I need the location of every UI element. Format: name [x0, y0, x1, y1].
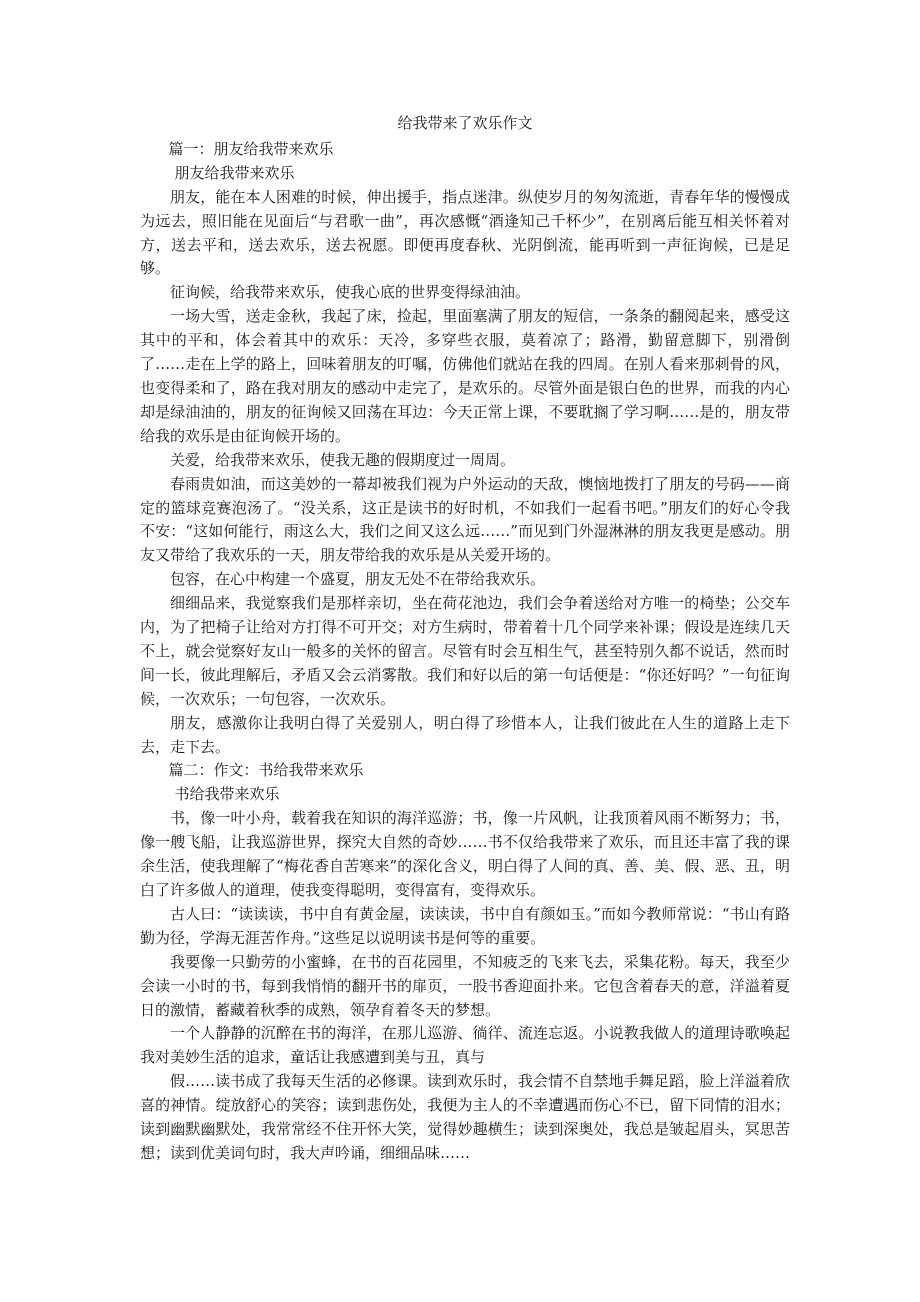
- paragraph: 征询候，给我带来欢乐，使我心底的世界变得绿油油。: [170, 283, 531, 302]
- document-title: 给我带来了欢乐作文: [397, 114, 533, 132]
- paragraph: 书，像一叶小舟，载着我在知识的海洋巡游；书，像一片风帆，让我顶着风雨不断努力；书，像一艘飞船，让我巡游世界，探究大自然的奇妙……书不仅给我带来了欢乐，而且还丰富了我的课余生活，使我理解了“梅花香自苦寒来”的深化含义，明白得了人间的真、善、美、假、恶、丑，明白了许多做人的道理，使我变得聪明，变得富有，变得欢乐。: [140, 809, 790, 899]
- paragraph: 我要像一只勤劳的小蜜蜂，在书的百花园里，不知疲乏的飞来飞去，采集花粉。每天，我至少会读一小时的书，每到我悄悄的翻开书的扉页，一股书香迎面扑来。它包含着春天的意，洋溢着夏日的激情，蓄藏着秋季的成熟，领孕育着冬天的梦想。: [140, 952, 790, 1019]
- section-2-heading: 篇二：作文：书给我带来欢乐: [168, 761, 364, 780]
- paragraph: 关爱，给我带来欢乐，使我无趣的假期度过一周周。: [170, 450, 516, 469]
- paragraph-continuation: 假……读书成了我每天生活的必修课。读到欢乐时，我会情不自禁地手舞足蹈，脸上洋溢着欣喜的神情。绽放舒心的笑容；读到悲伤处，我便为主人的不幸遭遇而伤心不已，留下同情的泪水；读到幽默幽默处，我常常经不住开怀大笑，觉得妙趣横生；读到深奥处，我总是皱起眉头，冥思苦想；读到优美词句时，我大声吟诵，细细品味……: [140, 1072, 790, 1162]
- paragraph: 古人曰：“读读读，书中自有黄金屋，读读读，书中自有颜如玉。”而如今教师常说：“书山有路勤为径，学海无涯苦作舟。”这些足以说明读书是何等的重要。: [140, 904, 790, 947]
- section-1-heading: 篇一：朋友给我带来欢乐: [168, 139, 334, 158]
- section-1-subheading: 朋友给我带来欢乐: [174, 163, 295, 182]
- paragraph: 春雨贵如油，而这美妙的一幕却被我们视为户外运动的天敌，懊恼地拨打了朋友的号码——商定的篮球竞赛泡汤了。“没关系，这正是读书的好时机，不如我们一起看书吧。”朋友们的好心令我不安：“这如何能行，雨这么大，我们之间又这么远……”而见到门外湿淋淋的朋友我更是感动。朋友又带给了我欢乐的一天，朋友带给我的欢乐是从关爱开场的。: [140, 474, 790, 565]
- paragraph: 细细品来，我觉察我们是那样亲切，坐在荷花池边，我们会争着送给对方唯一的椅垫；公交车内，为了把椅子让给对方打得不可开交；对方生病时，带着着十几个同学来补课；假设是连续几天不上，就会觉察好友山一般多的关怀的留言。尽管有时会互相生气，甚至特别久都不说话，然而时间一长，彼此理解后，矛盾又会云消雾散。我们和好以后的第一句话便是：“你还好吗？”一句征询候，一次欢乐；一句包容，一次欢乐。: [140, 594, 790, 708]
- paragraph: 一场大雪，送走金秋，我起了床，捡起，里面塞满了朋友的短信，一条条的翻阅起来，感受这其中的平和，体会着其中的欢乐：天冷，多穿些衣服，莫着凉了；路滑，勤留意脚下，别滑倒了……走在上学的路上，回味着朋友的叮嘱，仿佛他们就站在我的四周。在别人看来那刺骨的风，也变得柔和了，路在我对朋友的感动中走完了，是欢乐的。尽管外面是银白色的世界，而我的内心却是绿油油的，朋友的征询候又回荡在耳边：今天正常上课，不要耽搁了学习啊……是的，朋友带给我的欢乐是由征询候开场的。: [140, 307, 790, 445]
- document-body: [140, 112, 790, 1166]
- paragraph: 朋友，能在本人困难的时候，伸出援手，指点迷津。纵使岁月的匆匆流逝，青春年华的慢慢成为远去，照旧能在见面后“与君歌一曲”，再次感慨“酒逢知己千杯少”，在别离后能互相关怀着对方，送去平和，送去欢乐，送去祝愿。即便再度春秋、光阴倒流，能再听到一声征询候，已是足够。: [140, 187, 790, 278]
- paragraph: 朋友，感激你让我明白得了关爱别人，明白得了珍惜本人，让我们彼此在人生的道路上走下去，走下去。: [140, 713, 790, 756]
- paragraph: 一个人静静的沉醉在书的海洋，在那儿巡游、徜徉、流连忘返。小说教我做人的道理诗歌唤起我对美妙生活的追求，童话让我感遭到美与丑，真与: [140, 1024, 790, 1067]
- paragraph: 包容，在心中构建一个盛夏，朋友无处不在带给我欢乐。: [170, 570, 546, 589]
- section-2-subheading: 书给我带来欢乐: [174, 785, 280, 804]
